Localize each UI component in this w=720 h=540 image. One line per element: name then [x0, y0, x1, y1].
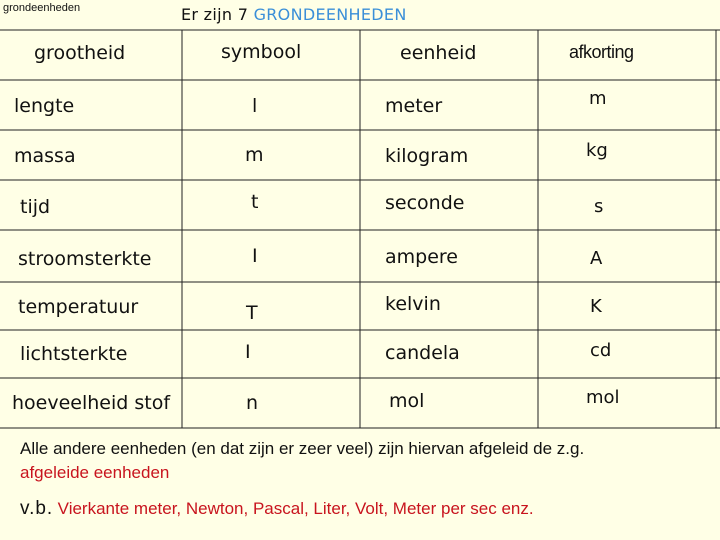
cell-unit: meter — [385, 95, 443, 117]
example-lead: v.b. — [20, 498, 54, 519]
cell-abbreviation: m — [589, 88, 607, 109]
cell-unit: mol — [389, 390, 425, 412]
cell-abbreviation: s — [594, 196, 604, 217]
cell-symbol: l — [252, 95, 258, 117]
title-accent: GRONDEENHEDEN — [253, 5, 407, 24]
cell-quantity: massa — [14, 145, 76, 167]
header-quantity: grootheid — [34, 42, 126, 64]
cell-abbreviation: mol — [586, 387, 620, 408]
cell-symbol: T — [246, 302, 258, 324]
cell-abbreviation: A — [590, 248, 603, 269]
footnote — [20, 437, 710, 485]
cell-unit: kilogram — [385, 145, 469, 167]
cell-quantity: stroomsterkte — [18, 248, 152, 270]
cell-unit: seconde — [385, 192, 465, 214]
cell-quantity: tijd — [20, 196, 51, 218]
example-text: Vierkante meter, Newton, Pascal, Liter, Volt, Meter per sec enz. — [57, 499, 534, 518]
cell-quantity: temperatuur — [18, 296, 139, 318]
cell-abbreviation: cd — [590, 340, 612, 361]
corner-label: grondeenheden — [3, 2, 81, 14]
cell-unit: candela — [385, 342, 460, 364]
header-abbreviation: afkorting — [569, 42, 634, 62]
footnote-text: Alle andere eenheden (en dat zijn er zeer veel) zijn hiervan afgeleid de z.g. — [20, 439, 585, 458]
header-symbol: symbool — [221, 41, 302, 63]
cell-abbreviation: kg — [586, 140, 608, 161]
cell-symbol: t — [251, 191, 259, 213]
cell-abbreviation: K — [590, 296, 602, 317]
example-line — [20, 498, 534, 520]
cell-quantity: hoeveelheid stof — [12, 392, 171, 414]
cell-symbol: m — [245, 144, 264, 166]
footnote-highlight: afgeleide eenheden — [20, 463, 170, 482]
cell-symbol: I — [252, 245, 258, 267]
cell-unit: ampere — [385, 246, 458, 268]
cell-unit: kelvin — [385, 293, 441, 315]
cell-symbol: I — [245, 341, 251, 363]
cell-symbol: n — [246, 392, 259, 414]
cell-quantity: lengte — [14, 95, 75, 117]
cell-quantity: lichtsterkte — [20, 343, 128, 365]
title-prefix: Er zijn 7 — [181, 5, 249, 24]
header-unit: eenheid — [400, 42, 477, 64]
